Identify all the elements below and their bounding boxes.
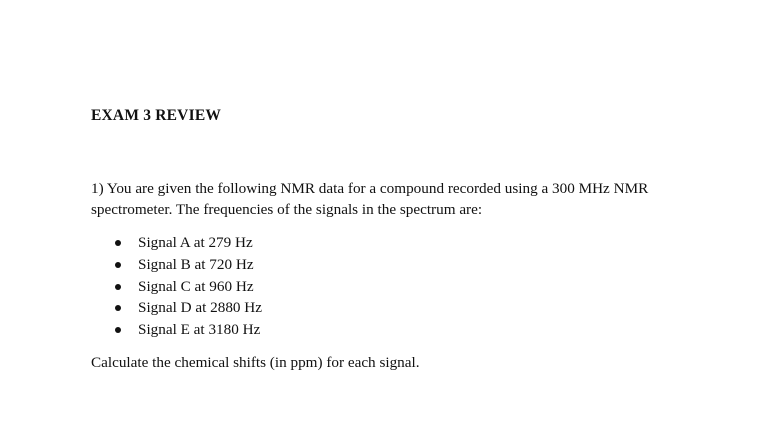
list-item-signal-e [112,319,262,341]
exam-title: EXAM 3 REVIEW [91,107,222,124]
bullet-icon [115,327,121,333]
list-item-signal-a [112,232,262,254]
signal-e-text: Signal E at 3180 Hz [138,321,261,339]
problem-1-intro [91,178,691,220]
bullet-icon [115,305,121,311]
signal-a-text: Signal A at 279 Hz [138,234,253,251]
problem-1-question: Calculate the chemical shifts (in ppm) for each signal. [91,354,420,371]
intro-line-2: spectrometer. The frequencies of the signals in the spectrum are: [91,201,483,218]
signal-list [112,232,262,341]
signal-c-text: Signal C at 960 Hz [138,277,254,295]
bullet-icon [115,240,121,246]
list-item-signal-b [112,254,262,276]
intro-line-1: 1) You are given the following NMR data for a compound recorded using a 300 MHz NMR [91,180,649,197]
list-item-signal-d [112,297,262,319]
bullet-icon [115,284,121,290]
list-item-signal-c [112,276,262,298]
signal-b-text: Signal B at 720 Hz [138,255,254,273]
signal-d-text: Signal D at 2880 Hz [138,299,263,317]
bullet-icon [115,262,121,268]
